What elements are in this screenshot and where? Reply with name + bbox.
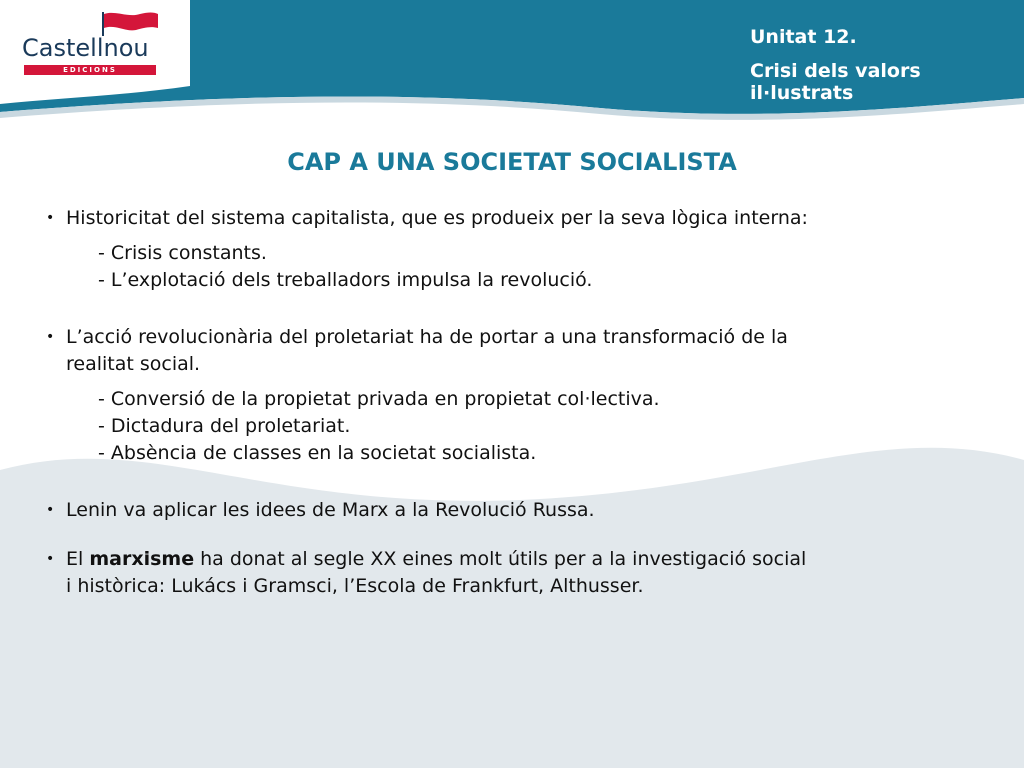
sub-item: - L’explotació dels treballadors impulsa la revolució. (98, 269, 593, 291)
sub-item: - Dictadura del proletariat. (98, 415, 351, 437)
bullet-text-line2: i històrica: Lukács i Gramsci, l’Escola de Frankfurt, Althusser. (66, 575, 644, 597)
bold-term: marxisme (89, 548, 195, 570)
sub-list (40, 386, 980, 467)
bullet-item-marxism (40, 546, 980, 600)
unit-title: Unitat 12. (750, 26, 857, 48)
sub-item: - Crisis constants. (98, 242, 267, 264)
bullet-icon: • (46, 210, 55, 226)
bullet-text-line1 (66, 546, 980, 573)
sub-item: - Absència de classes en la societat socialista. (98, 442, 537, 464)
sub-list (40, 240, 980, 294)
bullet-icon: • (46, 502, 55, 518)
bullet-icon: • (46, 551, 55, 567)
slide-content (40, 205, 980, 600)
bullet-text: Lenin va aplicar les idees de Marx a la Revolució Russa. (66, 499, 595, 521)
bullet-prefix: El (66, 548, 90, 570)
castellnou-logo (20, 10, 165, 80)
slide-title: CAP A UNA SOCIETAT SOCIALISTA (287, 148, 737, 176)
brand-name: Castellnou (22, 34, 149, 62)
sub-item: - Conversió de la propietat privada en propietat col·lectiva. (98, 388, 660, 410)
bullet-text: Historicitat del sistema capitalista, que es produeix per la seva lògica interna: (66, 207, 808, 229)
unit-subtitle-line2: il·lustrats (750, 82, 854, 104)
bullet-item-revolutionary-action (40, 324, 980, 378)
bullet-item-lenin (40, 497, 980, 524)
bullet-rest: ha donat al segle XX eines molt útils per a la investigació social (194, 548, 807, 570)
unit-subtitle-line1: Crisi dels valors (750, 60, 921, 82)
unit-info (750, 26, 921, 104)
brand-sub: EDICIONS (24, 65, 156, 75)
bullet-item-historicity (40, 205, 980, 232)
bullet-text-line2: realitat social. (66, 353, 201, 375)
bullet-text-line1: L’acció revolucionària del proletariat ha de portar a una transformació de la (66, 326, 788, 348)
bullet-icon: • (46, 329, 55, 345)
